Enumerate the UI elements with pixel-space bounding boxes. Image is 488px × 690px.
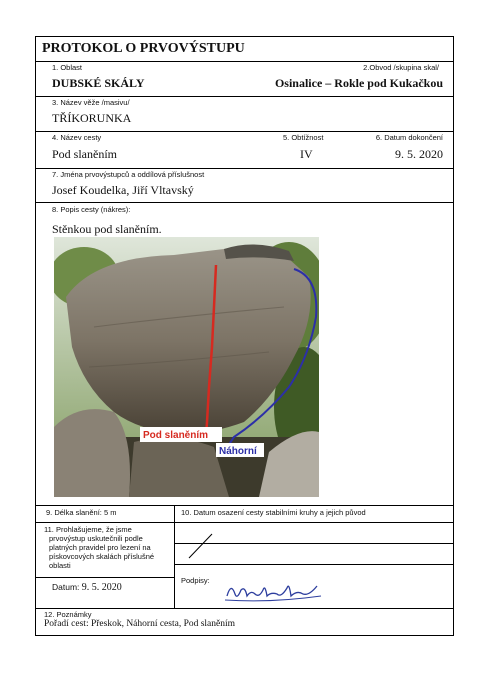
rappel-row xyxy=(36,505,453,523)
datum-dokonceni-value: 9. 5. 2020 xyxy=(395,147,443,161)
prohlaseni-line: platných pravidel pro lezení na xyxy=(49,543,151,552)
route-row xyxy=(36,131,453,169)
prvovystupci-label: 7. Jména prvovýstupců a oddílová příslušnost xyxy=(52,170,205,179)
route-photo xyxy=(54,237,319,497)
tower-row xyxy=(36,96,453,132)
datum-label-text: Datum: xyxy=(52,582,80,592)
cesta-label: 4. Název cesty xyxy=(52,133,102,142)
protocol-form xyxy=(35,36,454,636)
prohlaseni-line: pískovcových skalách příslušné xyxy=(49,552,155,561)
obtiznost-value: IV xyxy=(300,147,313,161)
datum-dokonceni-label: 6. Datum dokončení xyxy=(375,133,443,142)
prohlaseni-line: oblasti xyxy=(49,561,71,570)
obvod-label: 2.Obvod /skupina skal/ xyxy=(363,63,439,72)
delka-slaneni-label: 9. Délka slanění: 5 m xyxy=(46,508,117,517)
oblast-value: DUBSKÉ SKÁLY xyxy=(52,76,145,90)
poznamky-value: Pořadí cest: Přeskok, Náhorní cesta, Pod slaněním xyxy=(44,619,236,629)
vez-value: TŘÍKORUNKA xyxy=(52,111,132,125)
divider xyxy=(36,577,174,578)
page-title: PROTOKOL O PRVOVÝSTUPU xyxy=(42,41,245,56)
prohlaseni-text xyxy=(44,525,154,570)
oblast-label: 1. Oblast xyxy=(52,63,83,72)
strike-mark xyxy=(186,532,216,560)
climbers-row xyxy=(36,168,453,203)
divider xyxy=(174,522,175,608)
divider xyxy=(174,505,175,522)
obvod-value: Osinalice – Rokle pod Kukačkou xyxy=(274,76,443,90)
declaration-row xyxy=(36,522,453,609)
prohlaseni-line: 11. Prohlašujeme, že jsme xyxy=(44,525,132,534)
signature xyxy=(221,576,331,606)
cesta-value: Pod slaněním xyxy=(52,147,117,161)
prvovystupci-value: Josef Koudelka, Jiří Vltavský xyxy=(52,183,194,197)
datum-value: 9. 5. 2020 xyxy=(81,582,122,593)
poznamky-label: 12. Poznámky xyxy=(44,610,92,619)
divider xyxy=(174,564,453,565)
podpisy-label: Podpisy: xyxy=(181,576,210,585)
datum-label xyxy=(52,582,122,593)
osazeni-label: 10. Datum osazení cesty stabilními kruhy a jejich původ xyxy=(181,508,366,517)
route-label-pod-slanenim: Pod slaněním xyxy=(143,430,209,441)
route-label-nahorni: Náhorní xyxy=(219,446,257,457)
prohlaseni-line: prvovýstup uskutečnili podle xyxy=(49,534,143,543)
obtiznost-label: 5. Obtížnost xyxy=(283,133,324,142)
vez-label: 3. Název věže /masivu/ xyxy=(52,98,130,107)
title-row xyxy=(36,37,453,62)
popis-label: 8. Popis cesty (nákres): xyxy=(52,205,131,214)
popis-value: Stěnkou pod slaněním. xyxy=(52,222,162,236)
notes-row xyxy=(36,608,453,635)
area-row xyxy=(36,61,453,97)
